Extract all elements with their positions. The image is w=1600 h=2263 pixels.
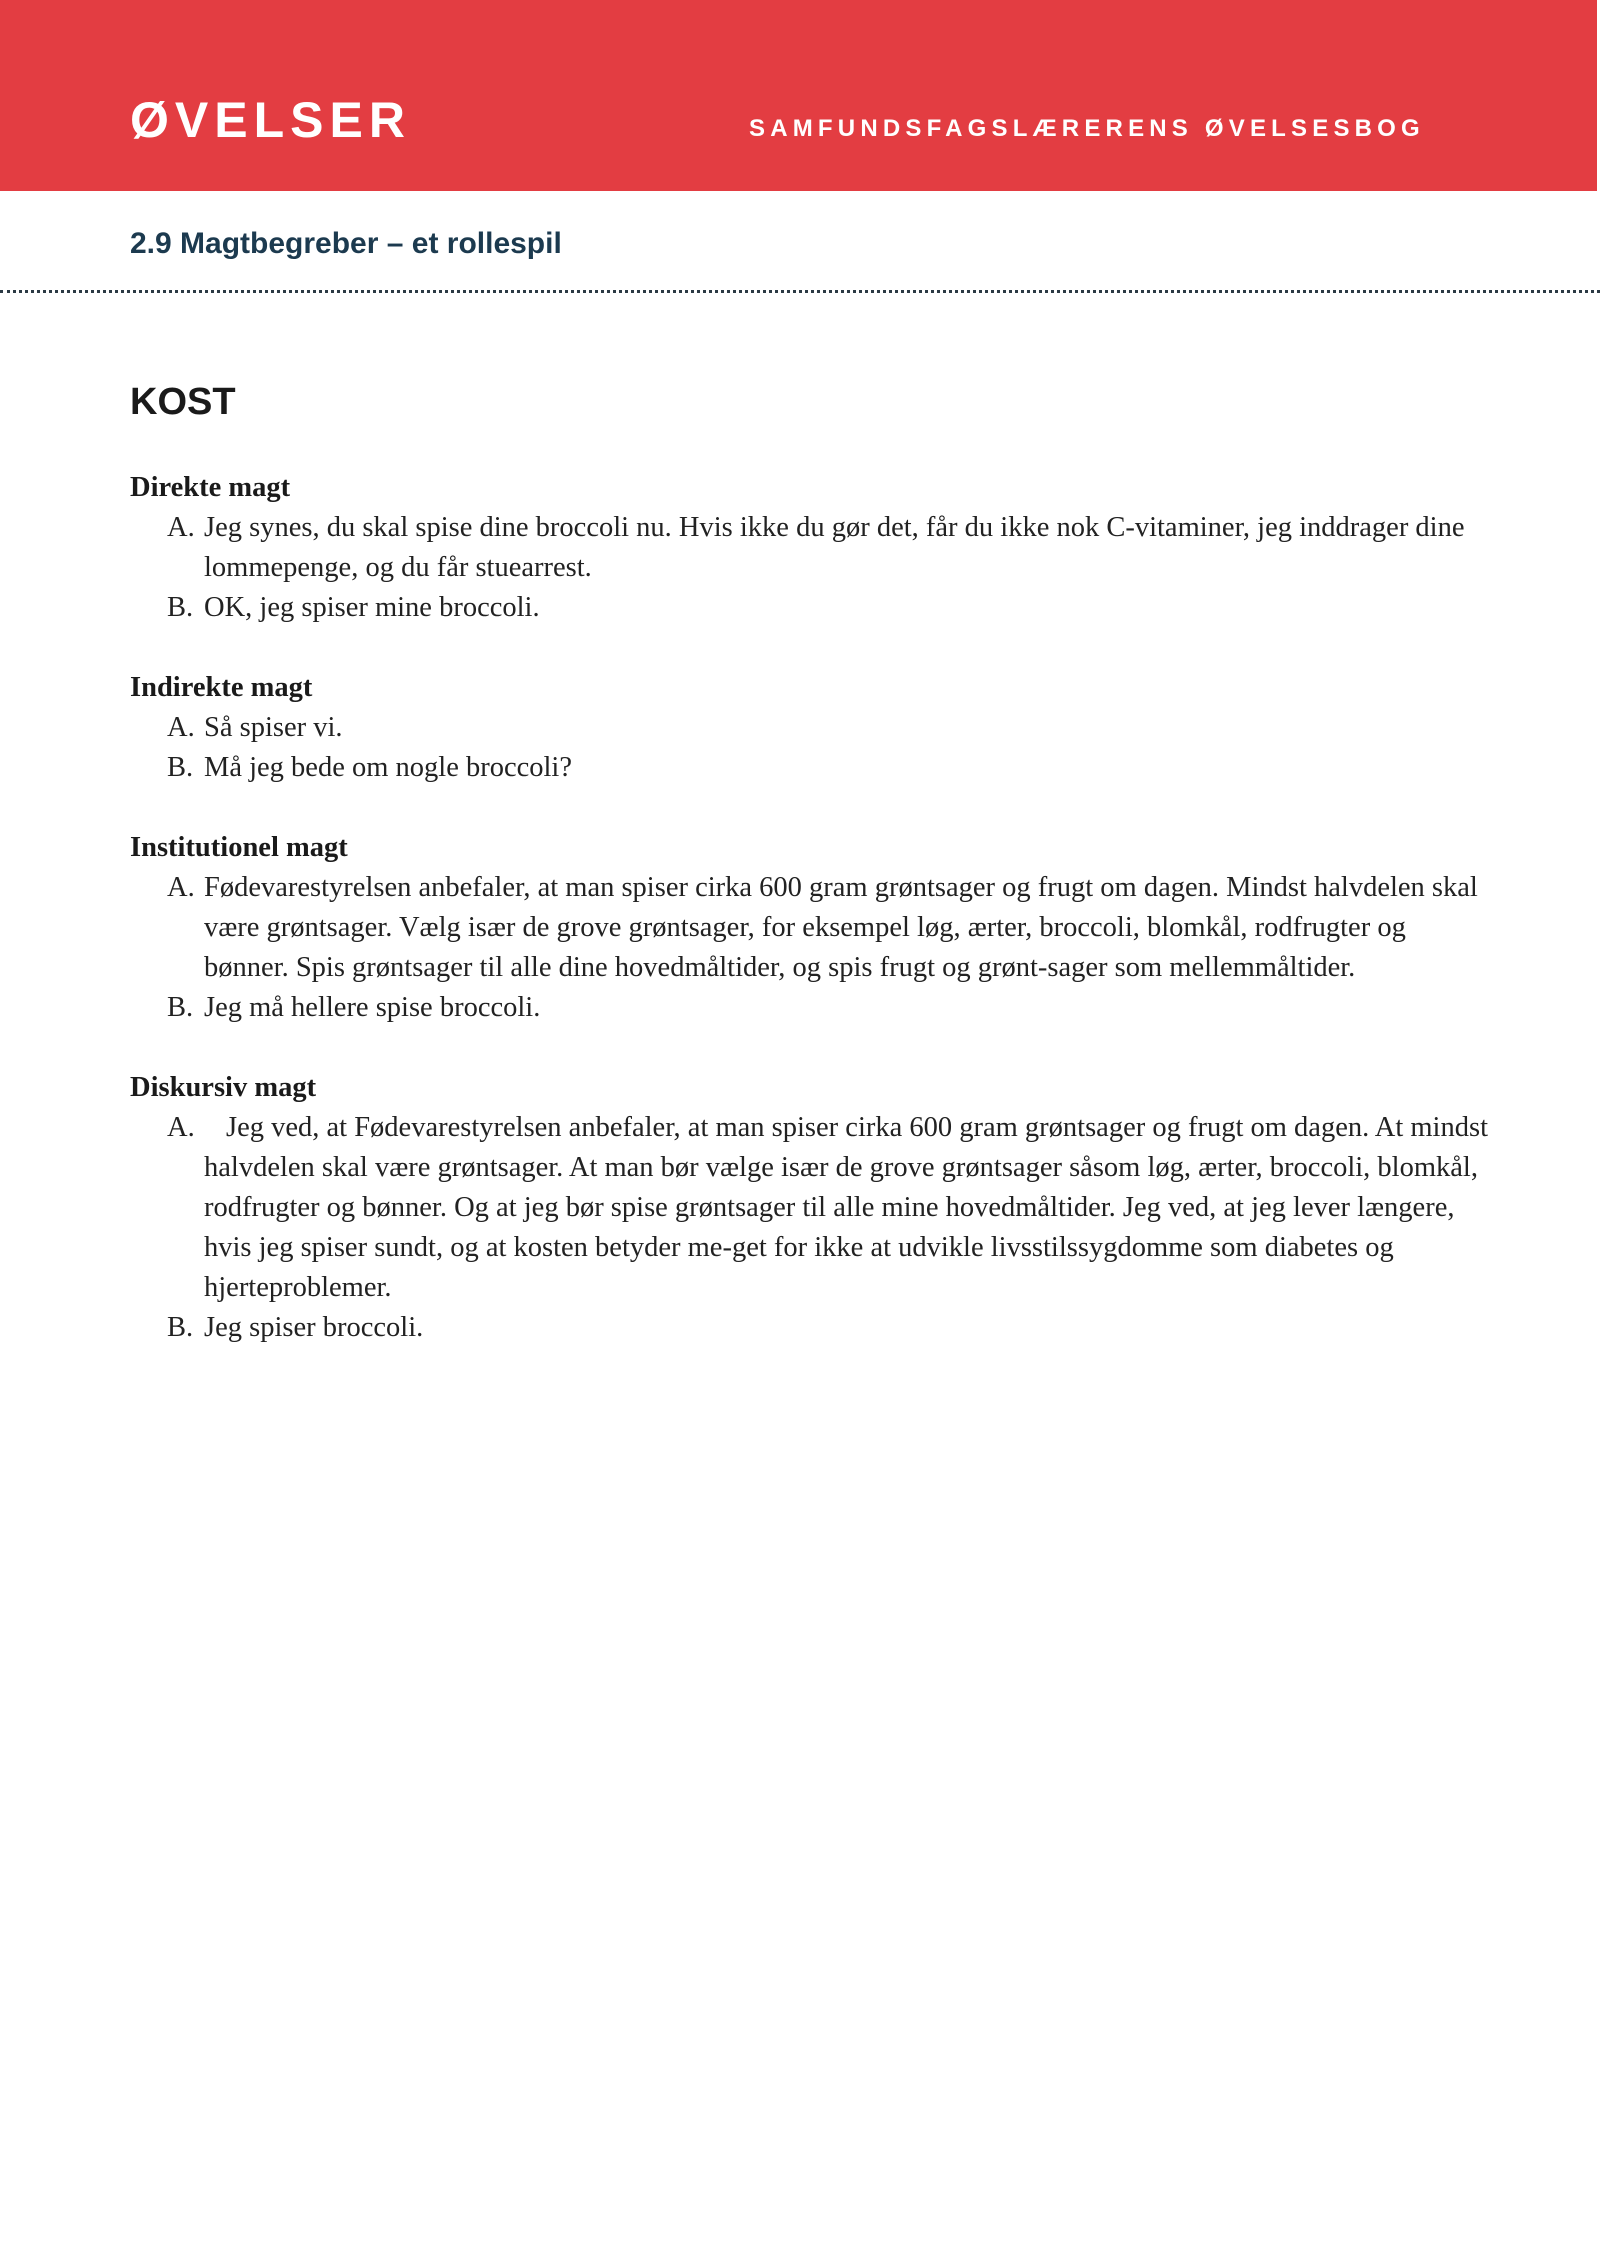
block-institutionel-magt <box>130 828 1490 1028</box>
list-item <box>130 868 1490 988</box>
item-text: Jeg synes, du skal spise dine broccoli nu. Hvis ikke du gør det, får du ikke nok C-vitaminer, jeg inddrager dine lommepenge, og du får stuearrest. <box>204 512 1465 583</box>
item-letter: A. <box>167 1112 195 1143</box>
header-title: ØVELSER <box>130 92 411 148</box>
dotted-divider <box>0 290 1600 293</box>
item-text: Fødevarestyrelsen anbefaler, at man spiser cirka 600 gram grøntsager og frugt om dagen. Mindst halvdelen skal være grøntsager. Vælg især de grove grøntsager, for eksempel løg, ærter, broccoli, blomkål, rodfrugter og bønner. Spis grøntsager til alle dine hovedmåltider, og spis frugt og grønt-sager som mellemmåltider. <box>204 872 1478 983</box>
book-title: SAMFUNDSFAGSLÆRERENS ØVELSESBOG <box>749 115 1425 142</box>
item-text: OK, jeg spiser mine broccoli. <box>204 592 540 623</box>
item-letter: A. <box>167 712 195 743</box>
item-letter: A. <box>167 512 195 543</box>
list-item <box>130 748 1490 788</box>
list-item <box>130 708 1490 748</box>
item-text: Jeg ved, at Fødevarestyrelsen anbefaler, at man spiser cirka 600 gram grøntsager og frugt om dagen. At mindst halvdelen skal være grøntsager. At man bør vælge især de grove grøntsager såsom løg, ærter, broccoli, blomkål, rodfrugter og bønner. Og at jeg bør spise grøntsager til alle mine hovedmåltider. Jeg ved, at jeg lever længere, hvis jeg spiser sundt, og at kosten betyder me-get for ikke at udvikle livsstilssygdomme som diabetes og hjerteproblemer. <box>204 1112 1488 1303</box>
item-letter: B. <box>167 1312 194 1343</box>
header-banner <box>0 0 1597 191</box>
block-direkte-magt <box>130 468 1490 628</box>
block-title: Indirekte magt <box>130 672 313 703</box>
item-letter: B. <box>167 992 194 1023</box>
topic-heading: KOST <box>130 381 236 423</box>
list-item <box>130 588 1490 628</box>
list-item <box>130 508 1490 588</box>
item-text: Så spiser vi. <box>204 712 343 743</box>
section-title: 2.9 Magtbegreber – et rollespil <box>130 227 562 260</box>
list-item <box>130 1108 1490 1308</box>
item-text: Jeg spiser broccoli. <box>204 1312 424 1343</box>
list-item <box>130 1308 1490 1348</box>
content-body <box>130 468 1490 1388</box>
item-letter: B. <box>167 752 194 783</box>
item-text: Jeg må hellere spise broccoli. <box>204 992 541 1023</box>
item-letter: A. <box>167 872 195 903</box>
block-title: Institutionel magt <box>130 832 348 863</box>
block-title: Diskursiv magt <box>130 1072 317 1103</box>
list-item <box>130 988 1490 1028</box>
item-text: Må jeg bede om nogle broccoli? <box>204 752 572 783</box>
block-diskursiv-magt <box>130 1068 1490 1348</box>
block-indirekte-magt <box>130 668 1490 788</box>
item-letter: B. <box>167 592 194 623</box>
block-title: Direkte magt <box>130 472 291 503</box>
